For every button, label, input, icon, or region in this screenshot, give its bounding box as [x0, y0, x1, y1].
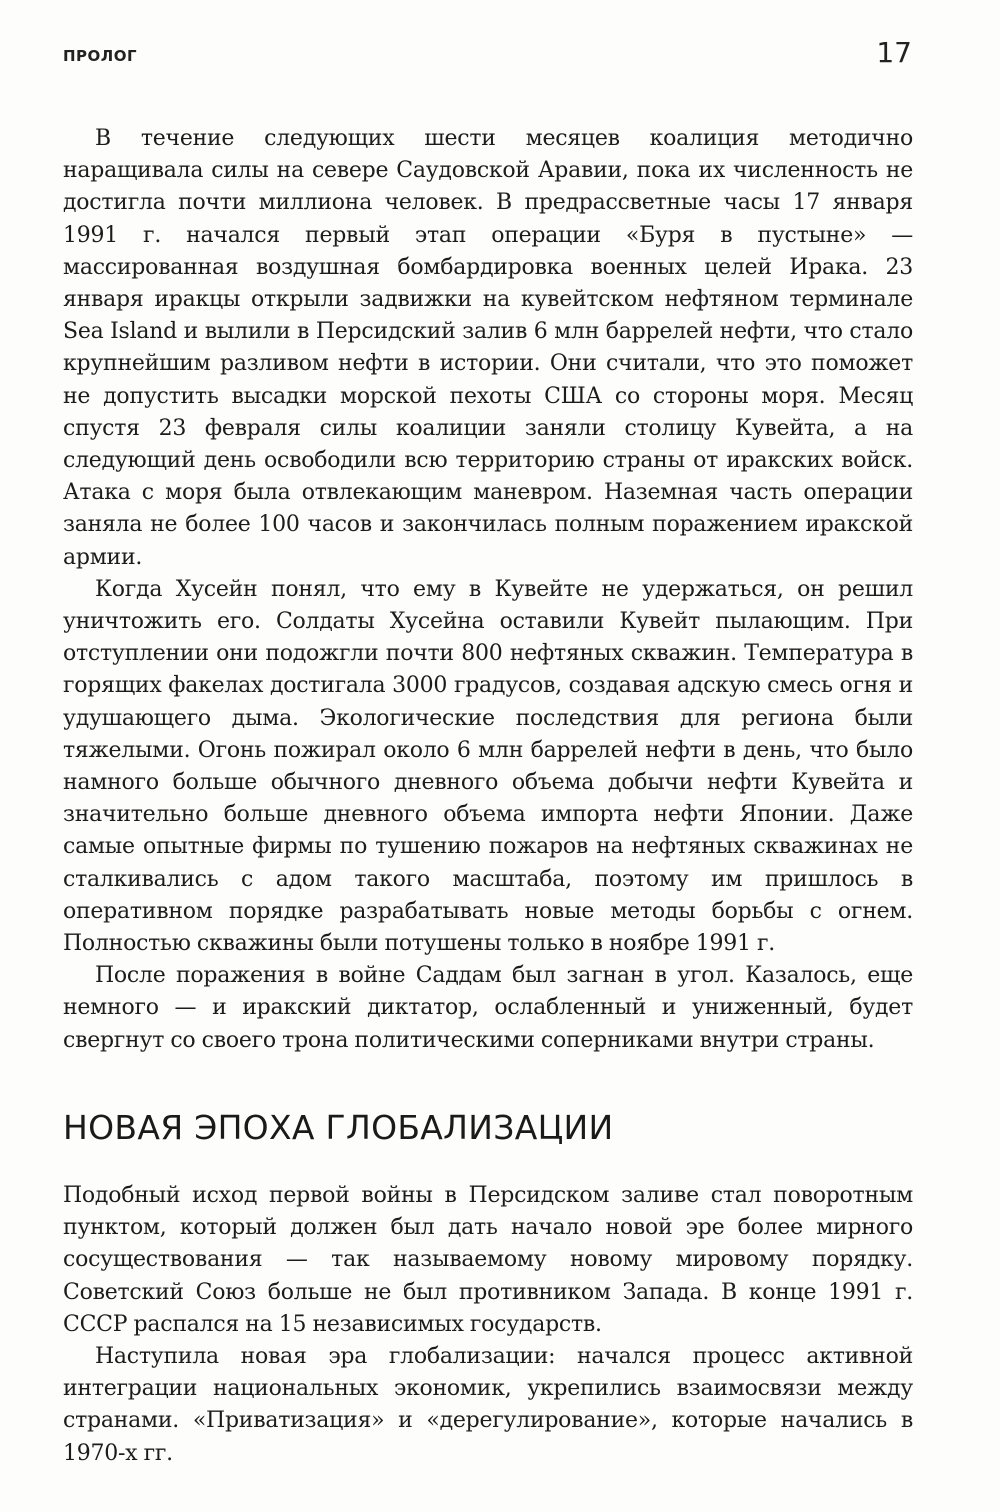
body-text — [63, 123, 913, 1057]
paragraph: В течение следующих шести месяцев коалиция методично наращивала силы на севере Саудовской Аравии, пока их численность не достигла почти миллиона человек. В предрассветные часы 17 января 1991 г. начался первый этап операции «Буря в пустыне» — массированная воздушная бомбардировка военных целей Ирака. 23 января иракцы открыли задвижки на кувейтском нефтяном терминале Sea Island и вылили в Персидский залив 6 млн баррелей нефти, что стало крупнейшим разливом нефти в истории. Они считали, что это поможет не допустить высадки морской пехоты США со стороны моря. Месяц спустя 23 февраля силы коалиции заняли столицу Кувейта, а на следующий день освободили всю территорию страны от иракских войск. Атака с моря была отвлекающим маневром. Наземная часть операции заняла не более 100 часов и закончилась полным поражением иракской армии. — [63, 126, 913, 570]
paragraph: После поражения в войне Саддам был загнан в угол. Казалось, еще немного — и иракский диктатор, ослабленный и униженный, будет свергнут со своего трона политическими соперниками внутри страны. — [63, 963, 913, 1053]
paragraph: Подобный исход первой войны в Персидском заливе стал поворотным пунктом, который должен был дать начало новой эре более мирного сосуществования — так называемому новому мировому порядку. Советский Союз больше не был противником Запада. В конце 1991 г. СССР распался на 15 независимых государств. — [63, 1183, 913, 1337]
section-new-era — [63, 1108, 913, 1470]
page-number: 17 — [876, 36, 912, 69]
page-header — [63, 36, 912, 76]
paragraph: Наступила новая эра глобализации: начался процесс активной интеграции национальных экономик, укрепились взаимосвязи между странами. «Приватизация» и «дерегулирование», которые начались в 1970-х гг. — [63, 1344, 913, 1466]
section-title: НОВАЯ ЭПОХА ГЛОБАЛИЗАЦИИ — [63, 1108, 614, 1147]
paragraph: Когда Хусейн понял, что ему в Кувейте не удержаться, он решил уничтожить его. Солдаты Хусейна оставили Кувейт пылающим. При отступлении они подожгли почти 800 нефтяных скважин. Температура в горящих факелах достигала 3000 градусов, создавая адскую смесь огня и удушающего дыма. Экологические последствия для региона были тяжелыми. Огонь пожирал около 6 млн баррелей нефти в день, что было намного больше обычного дневного объема добычи нефти Кувейта и значительно больше дневного объема импорта нефти Японии. Даже самые опытные фирмы по тушению пожаров на нефтяных скважинах не сталкивались с адом такого масштаба, поэтому им пришлось в оперативном порядке разрабатывать новые методы борьбы с огнем. Полностью скважины были потушены только в ноябре 1991 г. — [63, 576, 913, 957]
running-head: ПРОЛОГ — [63, 47, 138, 65]
